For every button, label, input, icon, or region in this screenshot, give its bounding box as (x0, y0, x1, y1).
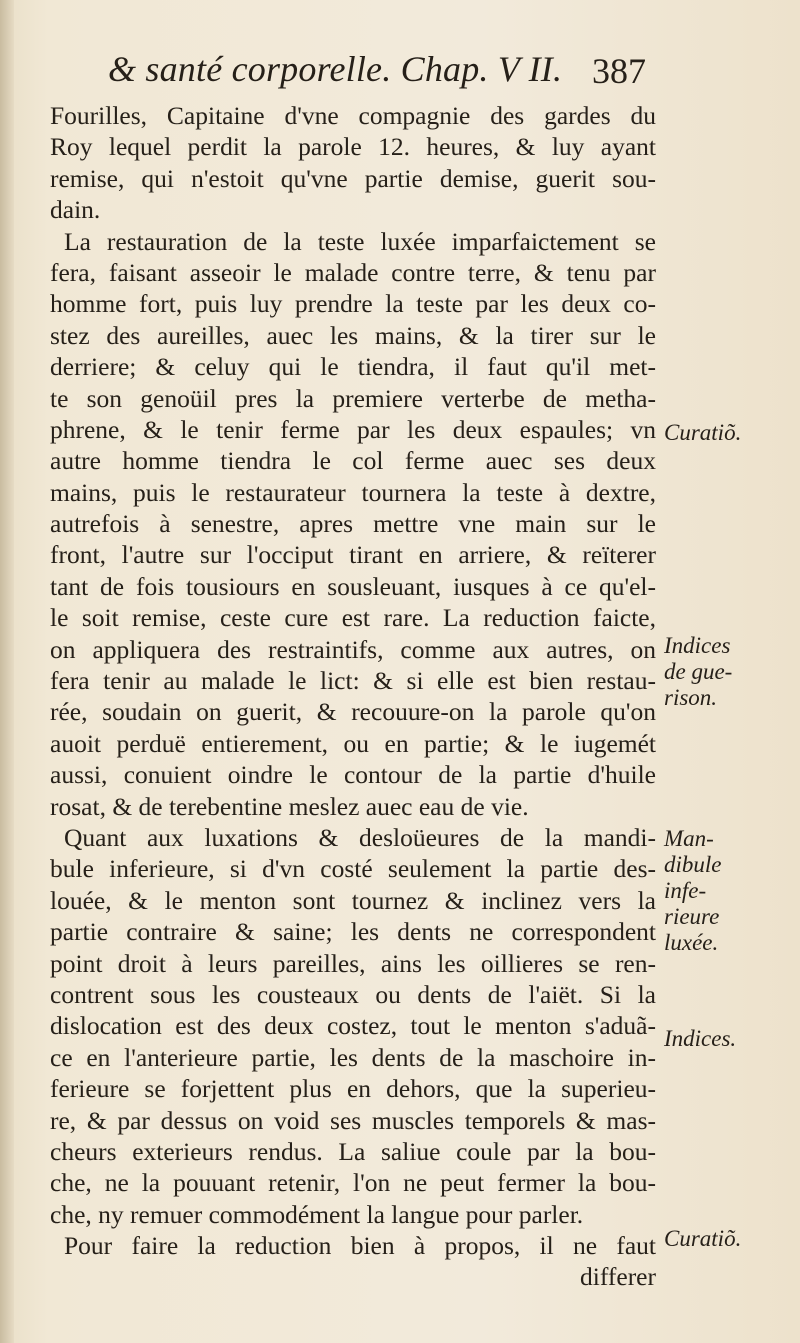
text-line: remise, qui n'estoit qu'vne partie demise, guerit sou- (50, 163, 656, 193)
margin-note-line: rieure (664, 904, 720, 929)
text-line: bule inferieure, si d'vn costé seulement la partie des- (50, 854, 656, 884)
text-line: fera tenir au malade le lict: & si elle est bien restau- (50, 666, 656, 696)
text-line: La restauration de la teste luxée imparfaictement se (64, 226, 656, 256)
margin-note-line: dibule (664, 852, 722, 877)
text-line: dislocation est des deux costez, tout le menton s'aduã- (50, 1011, 656, 1041)
text-line: Fourilles, Capitaine d'vne compagnie des gardes du (50, 101, 656, 130)
text-line: re, & par dessus on void ses muscles temporels & mas- (50, 1105, 656, 1135)
margin-note-line: de gue- (664, 659, 733, 684)
text-line: auoit perduë entierement, ou en partie; & le iugemét (50, 728, 656, 758)
text-line: tant de fois tousiours en sousleuant, iusques à ce qu'el- (50, 571, 656, 601)
text-line: rée, soudain on guerit, & recouure-on la parole qu'on (50, 697, 656, 727)
margin-note-line: Indices (664, 633, 731, 658)
page-number: 387 (592, 51, 646, 91)
text-line: mains, puis le restaurateur tournera la teste à dextre, (50, 477, 656, 507)
text-line: stez des aureilles, auec les mains, & la tirer sur le (50, 320, 656, 350)
text-line: aussi, conuient oindre le contour de la partie d'huile (50, 760, 656, 790)
text-line: Roy lequel perdit la parole 12. heures, & luy ayant (50, 132, 656, 162)
text-line: autrefois à senestre, apres mettre vne main sur le (50, 509, 656, 539)
text-line: rosat, & de terebentine meslez auec eau de vie. (50, 791, 529, 821)
text-line: te son genoüil pres la premiere verterbe de metha- (50, 383, 656, 413)
text-line: che, ny remuer commodément la langue pour parler. (50, 1199, 584, 1229)
text-line: dain. (50, 195, 101, 225)
text-line: ferieure se forjettent plus en dehors, que la superieu- (50, 1074, 656, 1104)
text-line: point droit à leurs pareilles, ains les oillieres se ren- (50, 948, 656, 978)
margin-note-indices-guerison (664, 633, 732, 711)
text-line: homme fort, puis luy prendre la teste par les deux co- (50, 289, 656, 319)
margin-note-indices (664, 1026, 736, 1052)
text-line: louée, & le menton sont tournez & inclinez vers la (50, 885, 656, 915)
text-line: che, ne la pouuant retenir, l'on ne peut fermer la bou- (50, 1168, 656, 1198)
text-line: phrene, & le tenir ferme par les deux espaules; vn (50, 414, 656, 444)
text-line: autre homme tiendra le col ferme auec ses deux (50, 446, 656, 476)
text-line: front, l'autre sur l'occiput tirant en arriere, & reïterer (50, 540, 656, 570)
catchword: differer (580, 1262, 656, 1292)
margin-note-line: rison. (664, 685, 718, 710)
margin-note-line: luxée. (664, 930, 719, 955)
margin-note-line: Curatiõ. (664, 420, 742, 445)
text-line: derriere; & celuy qui le tiendra, il faut qu'il met- (50, 352, 656, 382)
text-line: ce en l'anterieure partie, les dents de la maschoire in- (50, 1042, 656, 1072)
text-line: Quant aux luxations & desloüeures de la mandi- (64, 822, 656, 852)
running-head-title: & santé corporelle. Chap. V II. (108, 49, 563, 89)
margin-note-line: Curatiõ. (664, 1226, 742, 1251)
margin-note-mandibule (664, 826, 722, 956)
margin-note-line: infe- (664, 878, 707, 903)
margin-note-curation-2 (664, 1226, 741, 1252)
text-line: le soit remise, ceste cure est rare. La reduction faicte, (50, 603, 656, 633)
text-line: cheurs exterieurs rendus. La saliue coule par la bou- (50, 1136, 656, 1166)
text-line: on appliquera des restraintifs, comme aux autres, on (50, 634, 656, 664)
text-line: Pour faire la reduction bien à propos, il ne faut (64, 1231, 656, 1261)
text-line: fera, faisant asseoir le malade contre terre, & tenu par (50, 257, 656, 287)
text-line: contrent sous les cousteaux ou dents de l'aiët. Si la (50, 979, 656, 1009)
margin-note-line: Man- (664, 826, 714, 851)
text-line: partie contraire & saine; les dents ne correspondent (50, 917, 656, 947)
margin-note-curation (664, 420, 741, 446)
margin-note-line: Indices. (664, 1026, 737, 1051)
